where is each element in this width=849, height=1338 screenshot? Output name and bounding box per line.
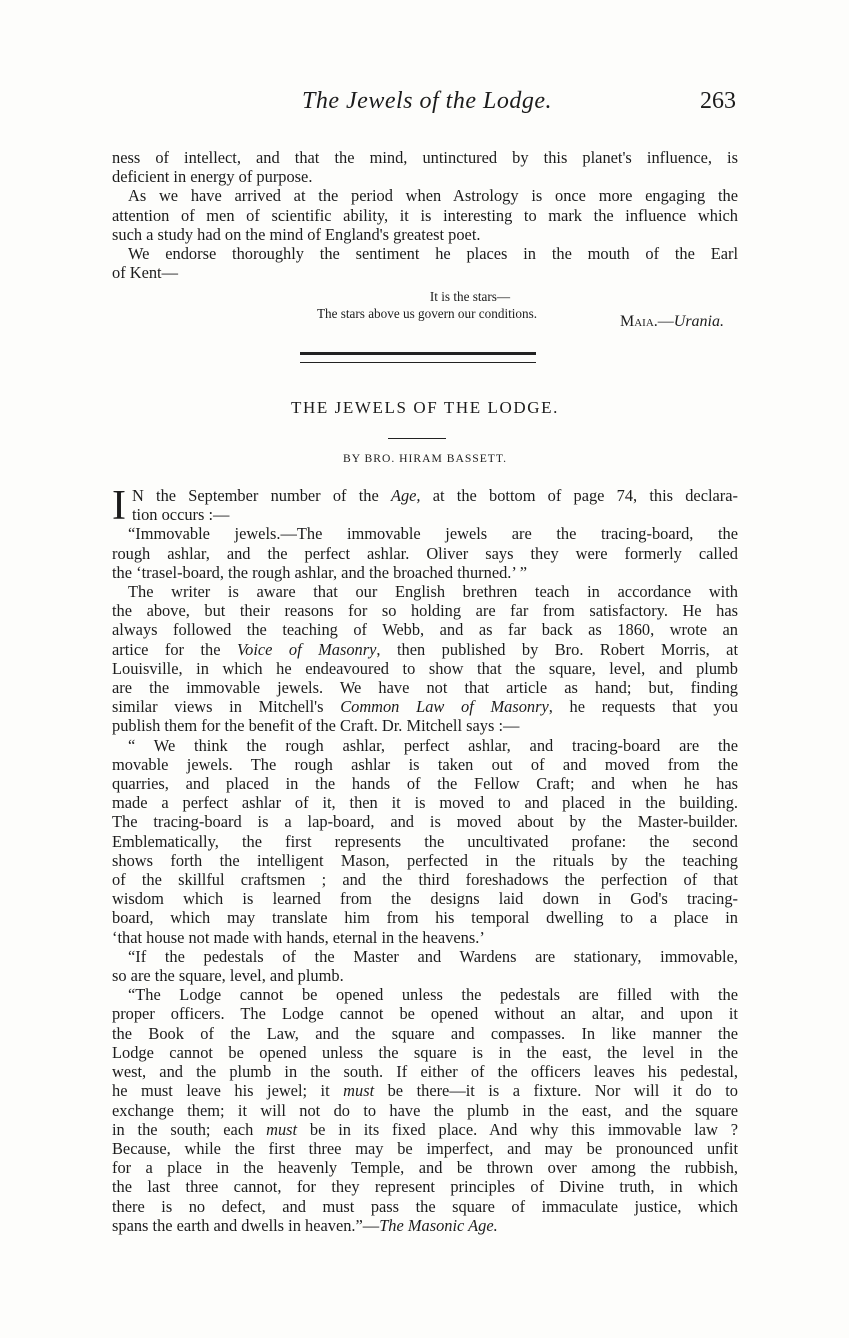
text-line: Louisville, in which he endeavoured to show that the square, level, and plumb: [112, 658, 738, 678]
text-line: attention of men of scientific ability, it is interesting to mark the influence which: [112, 205, 738, 225]
text-line: proper officers. The Lodge cannot be opened without an altar, and upon it: [112, 1004, 738, 1024]
text-line: “ We think the rough ashlar, perfect ashlar, and tracing-board are the: [128, 735, 738, 755]
text-line: The tracing-board is a lap-board, and is moved about by the Master-builder.: [112, 812, 738, 832]
drop-cap: I: [112, 483, 126, 529]
top-text-block: [112, 148, 738, 330]
text-line: there is no defect, and must pass the square of immaculate justice, which: [112, 1196, 738, 1216]
text-line: Emblematically, the first represents the uncultivated profane: the second: [112, 831, 738, 851]
text-line: the Book of the Law, and the square and compasses. In like manner the: [112, 1023, 738, 1043]
text-line: of the skillful craftsmen ; and the third foreshadows the perfection of that: [112, 870, 738, 890]
text-line: exchange them; it will not do to have the plumb in the east, and the square: [112, 1100, 738, 1120]
text-line: shows forth the intelligent Mason, perfected in the rituals by the teaching: [112, 850, 738, 870]
text-line: “Immovable jewels.—The immovable jewels are the tracing-board, the: [128, 524, 738, 544]
text-line: in the south; each must be in its fixed place. And why this immovable law ?: [112, 1119, 738, 1139]
text-line: movable jewels. The rough ashlar is taken out of and moved from the: [112, 754, 738, 774]
text-line: wisdom which is learned from the designs laid down in God's tracing-: [112, 889, 738, 909]
paragraph: [112, 736, 738, 947]
text-line: artice for the Voice of Masonry, then published by Bro. Robert Morris, at: [112, 639, 739, 659]
page-number: 263: [700, 88, 736, 114]
text-line: ness of intellect, and that the mind, untinctured by this planet's influence, is: [112, 148, 738, 167]
text-line: so are the square, level, and plumb.: [112, 966, 344, 986]
text-line: Because, while the first three may be imperfect, and may be pronounced unfit: [112, 1138, 738, 1158]
text-line: tion occurs :—: [132, 505, 230, 525]
paragraph: [112, 148, 738, 186]
text-line: always followed the teaching of Webb, and as far back as 1860, wrote an: [112, 620, 738, 640]
attribution-work: Urania.: [673, 313, 724, 330]
paragraph: [112, 244, 738, 282]
paragraph: [112, 483, 738, 529]
paragraph: [112, 524, 738, 582]
verse-line: It is the stars—: [429, 289, 511, 304]
text-line: Lodge cannot be opened unless the square is in the east, the level in the: [112, 1042, 738, 1062]
text-line: We endorse thoroughly the sentiment he places in the mouth of the Earl: [128, 244, 738, 264]
text-line: similar views in Mitchell's Common Law of Masonry, he requests that you: [112, 697, 738, 717]
text-line: such a study had on the mind of England's greatest poet.: [112, 224, 481, 244]
paragraph: [112, 947, 738, 985]
text-line: the above, but their reasons for so holding are far from satisfactory. He has: [112, 601, 738, 621]
text-line: quarries, and placed in the hands of the Fellow Craft; and when he has: [112, 774, 738, 794]
text-line: board, which may translate him from his temporal dwelling to a place in: [112, 908, 738, 928]
text-line: rough ashlar, and the perfect ashlar. Oliver says they were formerly called: [112, 543, 738, 563]
attribution: [620, 312, 724, 331]
text-line: N the September number of the Age, at the bottom of page 74, this declara-: [132, 486, 738, 505]
text-line: west, and the plumb in the south. If either of the officers leaves his pedestal,: [112, 1062, 738, 1082]
text-line: for a place in the heavenly Temple, and be thrown over among the rubbish,: [112, 1158, 738, 1178]
text-line: The writer is aware that our English brethren teach in accordance with: [128, 582, 738, 602]
section-divider: [300, 352, 536, 363]
article-byline: BY BRO. HIRAM BASSETT.: [342, 452, 508, 465]
text-line: spans the earth and dwells in heaven.”—The Masonic Age.: [112, 1215, 498, 1235]
text-line: As we have arrived at the period when Astrology is once more engaging the: [128, 186, 738, 206]
verse-line: The stars above us govern our conditions.: [316, 306, 538, 321]
running-title: The Jewels of the Lodge.: [302, 88, 552, 114]
paragraph: [112, 985, 738, 1235]
text-line: deficient in energy of purpose.: [112, 167, 313, 187]
page-header: [118, 88, 736, 124]
text-line: “The Lodge cannot be opened unless the pedestals are filled with the: [128, 985, 738, 1005]
text-line: the last three cannot, for they represent principles of Divine truth, in which: [112, 1177, 738, 1197]
text-line: he must leave his jewel; it must be there—it is a fixture. Nor will it do to: [112, 1081, 738, 1101]
text-line: of Kent—: [112, 263, 179, 283]
title-rule: [388, 438, 446, 439]
attribution-author: Maia.—: [619, 313, 674, 330]
body-paragraphs: [112, 524, 738, 1235]
article-body: [112, 483, 739, 1235]
text-line: ‘that house not made with hands, eternal in the heavens.’: [112, 927, 485, 947]
article-title: THE JEWELS OF THE LODGE.: [290, 398, 560, 417]
paragraph: [112, 582, 738, 736]
text-line: “If the pedestals of the Master and Wardens are stationary, immovable,: [128, 946, 738, 966]
text-line: made a perfect ashlar of it, then it is moved to and placed in the building.: [112, 793, 738, 813]
text-line: are the immovable jewels. We have not that article as hand; but, finding: [112, 678, 738, 698]
text-line: the ‘trasel-board, the rough ashlar, and the broached thurned.’ ”: [112, 562, 528, 582]
text-line: publish them for the benefit of the Craft. Dr. Mitchell says :—: [112, 716, 520, 736]
paragraph: [112, 186, 738, 244]
